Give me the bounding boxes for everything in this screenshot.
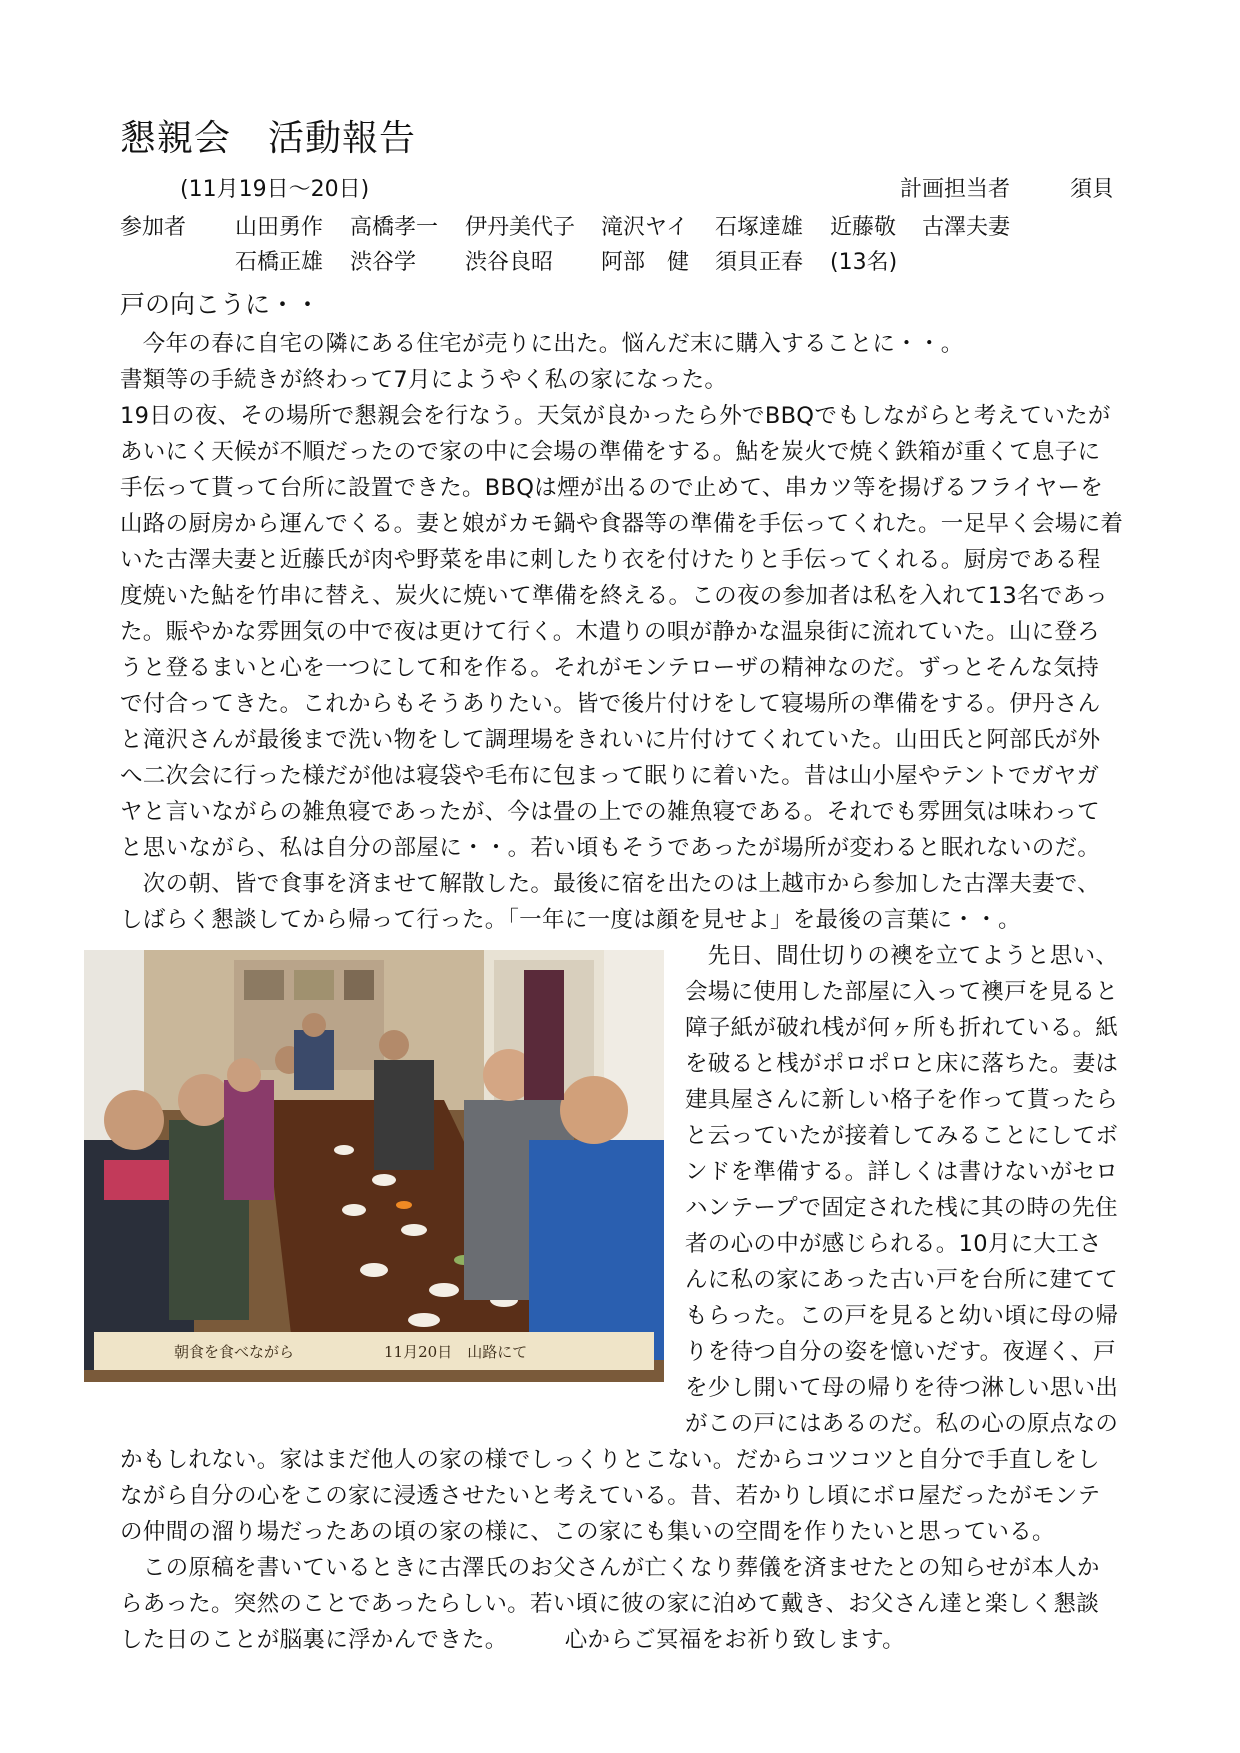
body-line: ンドを準備する。詳しくは書けないがセロ: [685, 1159, 1119, 1185]
participant-name: 渋谷良昭: [465, 250, 554, 275]
body-line: この原稿を書いているときに古澤氏のお父さんが亡くなり葬儀を済ませたとの知らせが本人か: [120, 1555, 1100, 1581]
body-line: らあった。突然のことであったらしい。若い頃に彼の家に泊めて戴き、お父さん達と楽しく懇談: [120, 1591, 1100, 1617]
body-line: 19日の夜、その場所で懇親会を行なう。天気が良かったら外でBBQでもしながらと考えていたが: [120, 403, 1111, 429]
body-line: 山路の厨房から運んでくる。妻と娘がカモ鍋や食器等の準備を手伝ってくれた。一足早く会場に着: [120, 511, 1124, 537]
body-line: した日のことが脳裏に浮かんできた。 心からご冥福をお祈り致します。: [120, 1627, 905, 1653]
body-line: んに私の家にあった古い戸を台所に建てて: [685, 1267, 1118, 1293]
participant-name: 須貝正春: [715, 250, 804, 275]
body-line: ながら自分の心をこの家に浸透させたいと考えている。昔、若かりし頃にボロ屋だったがモンテ: [120, 1483, 1101, 1509]
participant-name: 阿部 健: [601, 250, 690, 275]
body-line: で付合ってきた。これからもそうありたい。皆で後片付けをして寝場所の準備をする。伊丹さん: [120, 691, 1101, 717]
body-line: もらった。この戸を見ると幼い頃に母の帰: [685, 1303, 1119, 1329]
body-line: いた古澤夫妻と近藤氏が肉や野菜を串に刺したり衣を付けたりと手伝ってくれる。厨房である程: [120, 547, 1101, 573]
body-line: を破ると桟がポロポロと床に落ちた。妻は: [685, 1051, 1119, 1077]
breakfast-photo: [84, 950, 664, 1382]
participant-name: 山田勇作: [235, 215, 324, 240]
body-line: うと登るまいと心を一つにして和を作る。それがモンテローザの精神なのだ。ずっとそんな気持: [120, 655, 1100, 681]
body-line: と滝沢さんが最後まで洗い物をして調理場をきれいに片付けてくれていた。山田氏と阿部氏が外: [120, 727, 1101, 753]
event-date: (11月19日～20日): [180, 177, 370, 202]
body-line: 建具屋さんに新しい格子を作って貰ったら: [685, 1087, 1119, 1113]
participant-name: 渋谷学: [350, 250, 417, 275]
participant-name: 石橋正雄: [235, 250, 324, 275]
body-line: 障子紙が破れ桟が何ヶ所も折れている。紙: [685, 1015, 1119, 1041]
body-line: 会場に使用した部屋に入って襖戸を見ると: [685, 979, 1119, 1005]
planner-name: 須貝: [1070, 177, 1115, 202]
participant-name: 近藤敬: [830, 215, 897, 240]
body-line: と思いながら、私は自分の部屋に・・。若い頃もそうであったが場所が変わると眠れないのだ。: [120, 835, 1101, 861]
participants-label: 参加者: [120, 215, 187, 240]
body-line: 先日、間仕切りの襖を立てようと思い、: [685, 943, 1119, 969]
participant-name: 伊丹美代子: [465, 215, 576, 240]
page-title: 懇親会 活動報告: [120, 118, 417, 159]
section-title: 戸の向こうに・・: [120, 290, 321, 319]
body-line: 手伝って貰って台所に設置できた。BBQは煙が出るので止めて、串カツ等を揚げるフライヤーを: [120, 475, 1104, 501]
participant-name: 高橋孝一: [350, 215, 439, 240]
body-line: りを待つ自分の姿を憶いだす。夜遅く、戸: [685, 1339, 1116, 1365]
body-line: 者の心の中が感じられる。10月に大工さ: [685, 1231, 1102, 1257]
body-line: 度焼いた鮎を竹串に替え、炭火に焼いて準備を終える。この夜の参加者は私を入れて13名であっ: [120, 583, 1108, 609]
photo-caption-right: 11月20日 山路にて: [384, 1342, 528, 1361]
body-line: 次の朝、皆で食事を済ませて解散した。最後に宿を出たのは上越市から参加した古澤夫妻で、: [120, 871, 1100, 897]
body-line: 書類等の手続きが終わって7月にようやく私の家になった。: [120, 367, 728, 393]
participant-name: 古澤夫妻: [922, 215, 1011, 240]
body-line: しばらく懇談してから帰って行った。「一年に一度は顔を見せよ」を最後の言葉に・・。: [120, 907, 1021, 933]
body-line: を少し開いて母の帰りを待つ淋しい思い出: [685, 1375, 1119, 1401]
body-line: へ二次会に行った様だが他は寝袋や毛布に包まって眠りに着いた。昔は山小屋やテントでガヤガ: [120, 763, 1100, 789]
body-line: と云っていたが接着してみることにしてボ: [685, 1123, 1119, 1149]
photo-caption: [94, 1332, 654, 1370]
participant-name: 滝沢ヤイ: [601, 215, 689, 240]
participant-count: (13名): [830, 250, 898, 275]
planner-label: 計画担当者: [900, 177, 1011, 202]
body-line: あいにく天候が不順だったので家の中に会場の準備をする。鮎を炭火で焼く鉄箱が重くて息子に: [120, 439, 1101, 465]
body-line: がこの戸にはあるのだ。私の心の原点なの: [685, 1411, 1119, 1437]
body-line: ハンテープで固定された桟に其の時の先住: [685, 1195, 1118, 1221]
body-line: ヤと言いながらの雑魚寝であったが、今は畳の上での雑魚寝である。それでも雰囲気は味わって: [120, 799, 1100, 825]
body-line: かもしれない。家はまだ他人の家の様でしっくりとこない。だからコツコツと自分で手直しをし: [120, 1447, 1100, 1473]
body-line: た。賑やかな雰囲気の中で夜は更けて行く。木遣りの唄が静かな温泉街に流れていた。山に登ろ: [120, 619, 1100, 645]
photo-caption-left: 朝食を食べながら: [174, 1342, 295, 1361]
participant-name: 石塚達雄: [715, 215, 804, 240]
body-line: の仲間の溜り場だったあの頃の家の様に、この家にも集いの空間を作りたいと思っている。: [120, 1519, 1055, 1545]
body-line: 今年の春に自宅の隣にある住宅が売りに出た。悩んだ末に購入することに・・。: [120, 331, 964, 357]
